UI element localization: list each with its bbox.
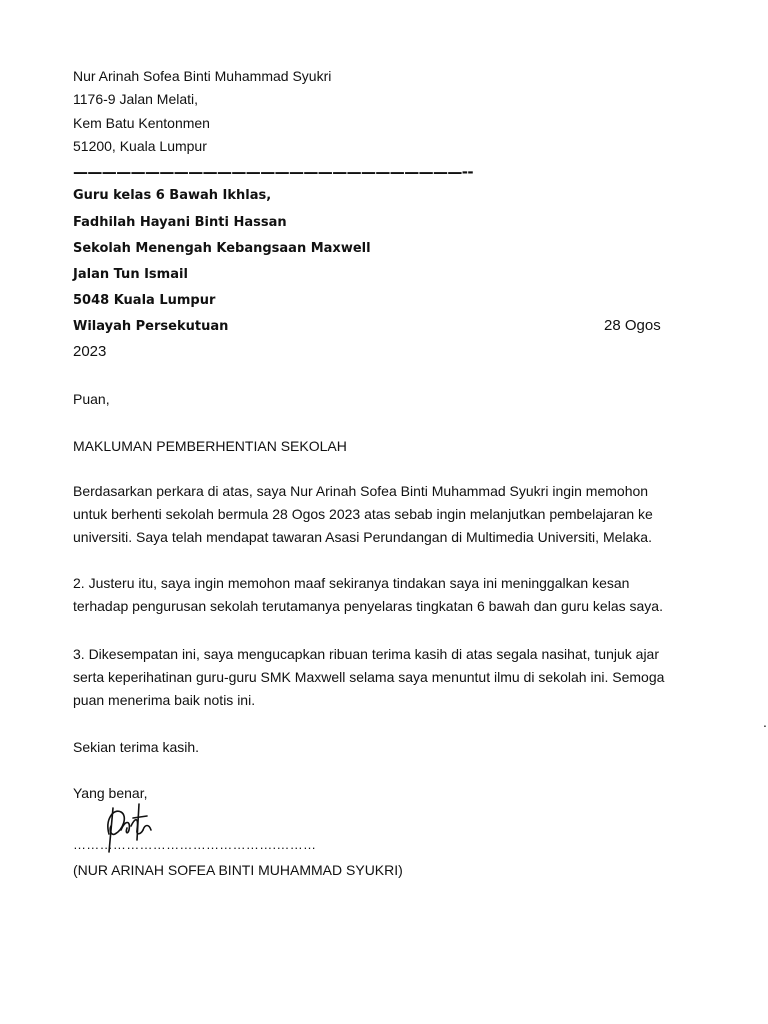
stray-dot-mark: . bbox=[763, 714, 767, 730]
signatory-name: (NUR ARINAH SOFEA BINTI MUHAMMAD SYUKRI) bbox=[73, 862, 403, 878]
recipient-line-1: Guru kelas 6 Bawah Ikhlas, bbox=[73, 188, 272, 203]
header-divider: ———————————————————————————-- bbox=[73, 163, 474, 181]
paragraph-2-line: terhadap pengurusan sekolah terutamanya penyelaras tingkatan 6 bawah dan guru kelas saya. bbox=[73, 598, 663, 614]
sign-off: Yang benar, bbox=[73, 785, 148, 801]
paragraph-2 bbox=[73, 572, 683, 618]
paragraph-3-line: puan menerima baik notis ini. bbox=[73, 692, 256, 708]
sender-address-line-3: 51200, Kuala Lumpur bbox=[73, 138, 207, 154]
sender-address-line-1: 1176-9 Jalan Melati, bbox=[73, 91, 199, 107]
recipient-line-3: Sekolah Menengah Kebangsaan Maxwell bbox=[73, 241, 371, 256]
paragraph-3-line: 3. Dikesempatan ini, saya mengucapkan ribuan terima kasih di atas segala nasihat, tunjuk ajar bbox=[73, 646, 659, 662]
sender-address-line-2: Kem Batu Kentonmen bbox=[73, 115, 210, 131]
signature-dotted-line: ……………………………………….……… bbox=[73, 837, 317, 852]
closing-line: Sekian terima kasih. bbox=[73, 739, 200, 755]
paragraph-3-line: serta keperihatinan guru-guru SMK Maxwell selama saya menuntut ilmu di sekolah ini. Semoga bbox=[73, 669, 665, 685]
paragraph-2-line: 2. Justeru itu, saya ingin memohon maaf sekiranya tindakan saya ini meninggalkan kesan bbox=[73, 575, 630, 591]
paragraph-1-line: universiti. Saya telah mendapat tawaran Asasi Perundangan di Multimedia Universiti, Melaka. bbox=[73, 529, 652, 545]
recipient-line-2: Fadhilah Hayani Binti Hassan bbox=[73, 215, 287, 230]
paragraph-3 bbox=[73, 643, 683, 712]
letter-date: 28 Ogos bbox=[604, 317, 661, 334]
recipient-line-4: Jalan Tun Ismail bbox=[73, 267, 188, 282]
paragraph-1-line: Berdasarkan perkara di atas, saya Nur Arinah Sofea Binti Muhammad Syukri ingin memohon bbox=[73, 483, 649, 499]
recipient-line-6: Wilayah Persekutuan bbox=[73, 319, 229, 334]
salutation: Puan, bbox=[73, 391, 110, 407]
recipient-line-5: 5048 Kuala Lumpur bbox=[73, 293, 216, 308]
letter-date-year: 2023 bbox=[73, 343, 107, 360]
paragraph-1-line: untuk berhenti sekolah bermula 28 Ogos 2023 atas sebab ingin melanjutkan pembelajaran ke bbox=[73, 506, 653, 522]
paragraph-1 bbox=[73, 480, 683, 549]
sender-name: Nur Arinah Sofea Binti Muhammad Syukri bbox=[73, 68, 332, 84]
letter-subject: MAKLUMAN PEMBERHENTIAN SEKOLAH bbox=[73, 438, 347, 454]
